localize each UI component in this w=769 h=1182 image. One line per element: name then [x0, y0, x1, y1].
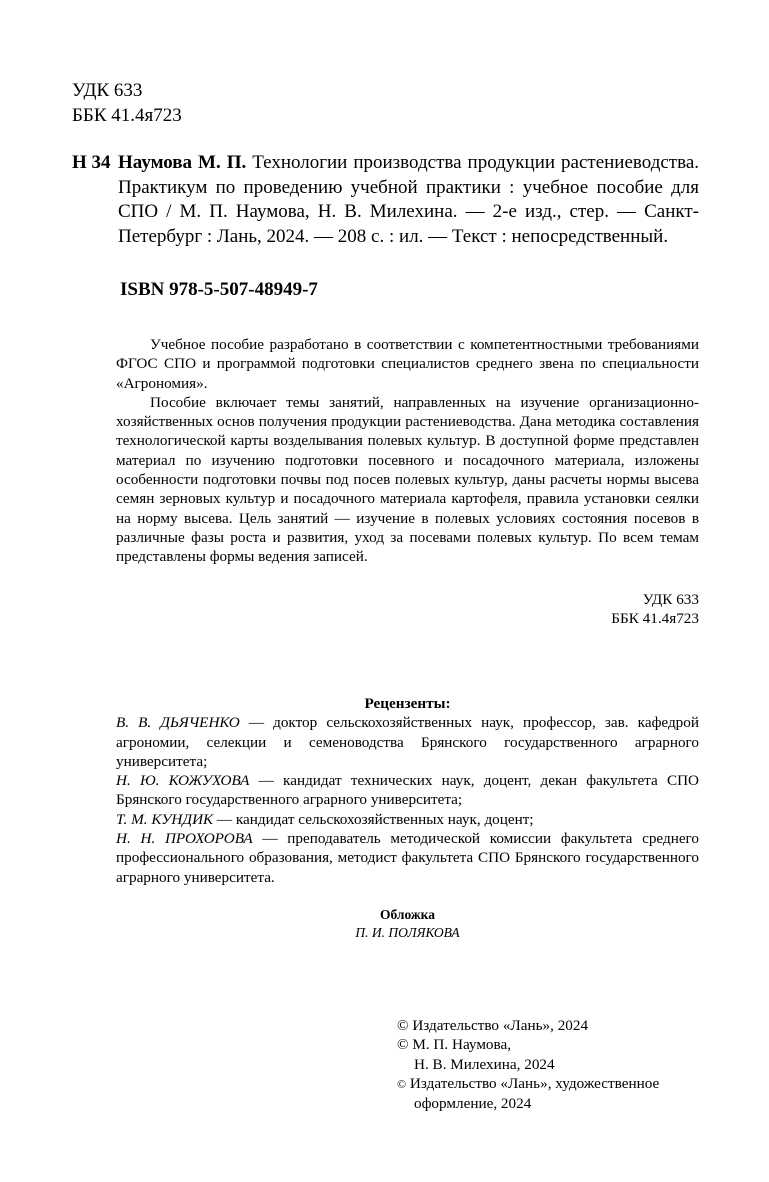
author-name: Наумова М. П. [118, 152, 247, 173]
cover-label: Обложка [379, 907, 435, 922]
reviewer-details: — преподаватель методической комиссии факультета среднего профессионального образования, методист факультета СПО Брянского государственного аграрного университета. [116, 830, 700, 886]
classification-bottom [611, 590, 699, 629]
reviewers-heading: Рецензенты: [364, 695, 451, 712]
bibliographic-record [72, 151, 699, 249]
udk-code: УДК 633 [72, 80, 143, 101]
abstract [116, 335, 699, 567]
bibliographic-entry [118, 151, 699, 249]
reviewer-entry [116, 810, 699, 829]
reviewer-entry [116, 771, 699, 810]
reviewer-name: Н. Н. ПРОХОРОВА [116, 830, 253, 848]
cover-artist: П. И. ПОЛЯКОВА [355, 925, 460, 940]
cover-credit [116, 906, 699, 942]
author-mark: Н 34 [72, 152, 111, 173]
bibliographic-description: Технологии производства продукции растениеводства. Практикум по проведению учебной практики : учебное пособие для СПО / М. П. Наумова, Н. В. Милехина. — 2-е изд., стер. — Санкт-Петербург : Лань, 2024. — 208 с. : ил. — Текст : непосредственный. [118, 152, 700, 247]
reviewer-details: — доктор сельскохозяйственных наук, профессор, зав. кафедрой агрономии, селекции и семеноводства Брянского государственного аграрного университета; [116, 714, 699, 770]
copyright-line: © Издательство «Лань», 2024 [397, 1017, 589, 1034]
reviewer-name: В. В. ДЬЯЧЕНКО [116, 714, 240, 732]
copyright-line: оформление, 2024 [414, 1095, 532, 1113]
copyright-line: Н. В. Милехина, 2024 [414, 1055, 555, 1073]
classification-top [72, 78, 182, 128]
bbk-code: ББК 41.4я723 [72, 105, 182, 126]
copyright-line: © М. П. Наумова, [397, 1036, 512, 1054]
abstract-paragraph: Учебное пособие разработано в соответствии с компетентностными требованиями ФГОС СПО и программой подготовки специалистов среднего звена по специальности «Агрономия». [116, 336, 699, 392]
reviewer-details: — кандидат технических наук, доцент, декан факультета СПО Брянского государственного аграрного университета; [116, 772, 700, 809]
reviewer-entry [116, 829, 699, 887]
reviewer-entry [116, 713, 699, 771]
copyright-symbol: © [397, 1076, 407, 1091]
reviewer-name: Н. Ю. КОЖУХОВА [116, 772, 250, 790]
copyright-block [397, 1016, 659, 1113]
isbn: ISBN 978-5-507-48949-7 [120, 279, 318, 300]
reviewer-name: Т. М. КУНДИК [116, 810, 214, 828]
reviewers-section [116, 694, 699, 887]
reviewer-details: — кандидат сельскохозяйственных наук, доцент; [213, 810, 534, 828]
copyright-line [397, 1074, 659, 1094]
copyright-text: Издательство «Лань», художественное [406, 1074, 660, 1092]
abstract-paragraph: Пособие включает темы занятий, направленных на изучение организационно-хозяйственных основ получения продукции растениеводства. Дана методика составления технологической карты возделывания полевых культур. В доступной форме представлен материал по изучению подготовки посевного и посадочного материала, изложены особенности подготовки почвы под посев полевых культур, даны расчеты нормы высева семян зерновых культур и посадочного материала картофеля, правила установки сеялки на норму высева. Цель занятий — изучение в полевых условиях состояния посевов в различные фазы роста и развития, уход за посевами полевых культур. По всем темам представлены формы ведения записей. [116, 393, 699, 566]
bbk-code: ББК 41.4я723 [611, 610, 699, 628]
udk-code: УДК 633 [642, 591, 699, 608]
